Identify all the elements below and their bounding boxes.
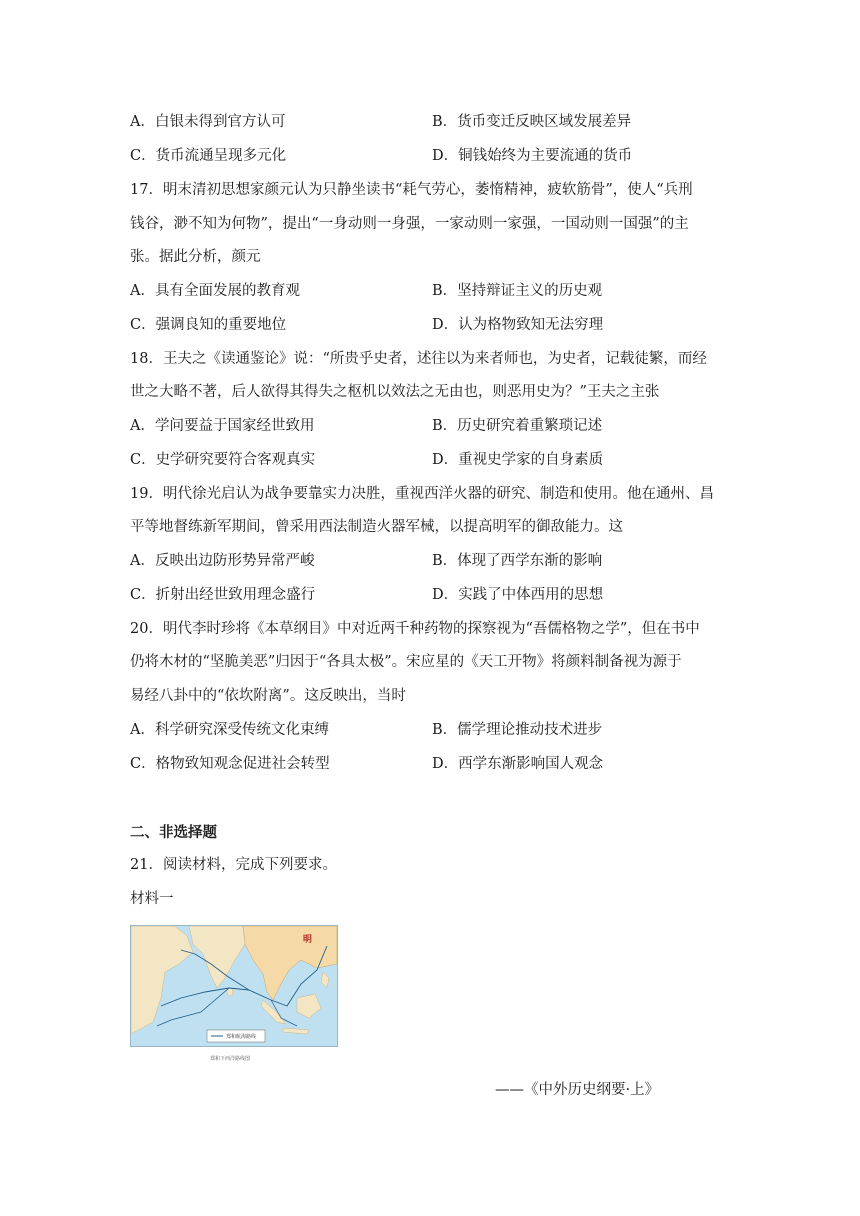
map-legend-text: 郑和航海路线 (226, 1034, 257, 1040)
q20-stem-line1: 20．明代李时珍将《本草纲目》中对近两千种药物的探察视为“吾儒格物之学”，但在书中 (130, 621, 700, 637)
source-citation: ——《中外历史纲要·上》 (495, 1082, 660, 1098)
q18-stem-line2: 世之大略不著，后人欲得其得失之枢机以效法之无由也，则恶用史为？”王夫之主张 (130, 384, 660, 400)
q18-option-a: A．学问要益于国家经世致用 (130, 418, 315, 434)
q20-option-c: C．格物致知观念促进社会转型 (130, 756, 330, 772)
q18-option-b: B．历史研究着重繁琐记述 (432, 418, 603, 434)
q18-stem-line1: 18．王夫之《读通鉴论》说：“所贵乎史者，述往以为来者师也，为史者，记载徒繁，而经 (130, 351, 707, 367)
q17-option-c: C．强调良知的重要地位 (130, 317, 287, 333)
q19-stem-line2: 平等地督练新军期间，曾采用西法制造火器军械，以提高明军的御敌能力。这 (130, 519, 623, 535)
q17-option-d: D．认为格物致知无法穷理 (432, 317, 604, 333)
q20-option-d: D．西学东渐影响国人观念 (432, 756, 604, 772)
q20-stem-line2: 仍将木材的“坚脆美恶”归因于“各具太极”。宋应星的《天工开物》将颜料制备视为源于 (130, 654, 682, 670)
q18-option-d: D．重视史学家的自身素质 (432, 452, 604, 468)
material-label: 材料一 (130, 891, 174, 907)
q17-option-a: A．具有全面发展的教育观 (130, 283, 300, 299)
q20-stem-line3: 易经八卦中的“依坎附离”。这反映出，当时 (130, 688, 406, 704)
q20-option-a: A．科学研究深受传统文化束缚 (130, 722, 329, 738)
map-caption: 郑和下西洋路线图 (210, 1056, 251, 1062)
zheng-he-voyage-map (130, 925, 338, 1047)
map-label-ming: 明 (303, 935, 313, 945)
section-heading: 二、非选择题 (130, 825, 217, 841)
q18-option-c: C．史学研究要符合客观真实 (130, 452, 316, 468)
q16-option-c: C．货币流通呈现多元化 (130, 148, 287, 164)
q16-option-d: D．铜钱始终为主要流通的货币 (432, 148, 633, 164)
q16-option-a: A．白银未得到官方认可 (130, 114, 286, 130)
q16-option-b: B．货币变迁反映区域发展差异 (432, 114, 632, 130)
q17-stem-line2: 钱谷，渺不知为何物”，提出“一身动则一身强，一家动则一家强，一国动则一国强”的主 (130, 216, 689, 232)
q19-option-c: C．折射出经世致用理念盛行 (130, 587, 316, 603)
q19-stem-line1: 19．明代徐光启认为战争要靠实力决胜，重视西洋火器的研究、制造和使用。他在通州、昌 (130, 486, 714, 502)
q20-option-b: B．儒学理论推动技术进步 (432, 722, 603, 738)
q17-option-b: B．坚持辩证主义的历史观 (432, 283, 603, 299)
q17-stem-line3: 张。据此分析，颜元 (130, 249, 261, 265)
q17-stem-line1: 17．明末清初思想家颜元认为只静坐读书“耗气劳心，萎惰精神，疲软筋骨”，使人“兵刑 (130, 182, 693, 198)
q21-stem: 21．阅读材料，完成下列要求。 (130, 857, 337, 873)
q19-option-a: A．反映出边防形势异常严峻 (130, 553, 315, 569)
q19-option-d: D．实践了中体西用的思想 (432, 587, 604, 603)
map-graphic (131, 926, 337, 1046)
q19-option-b: B．体现了西学东渐的影响 (432, 553, 603, 569)
